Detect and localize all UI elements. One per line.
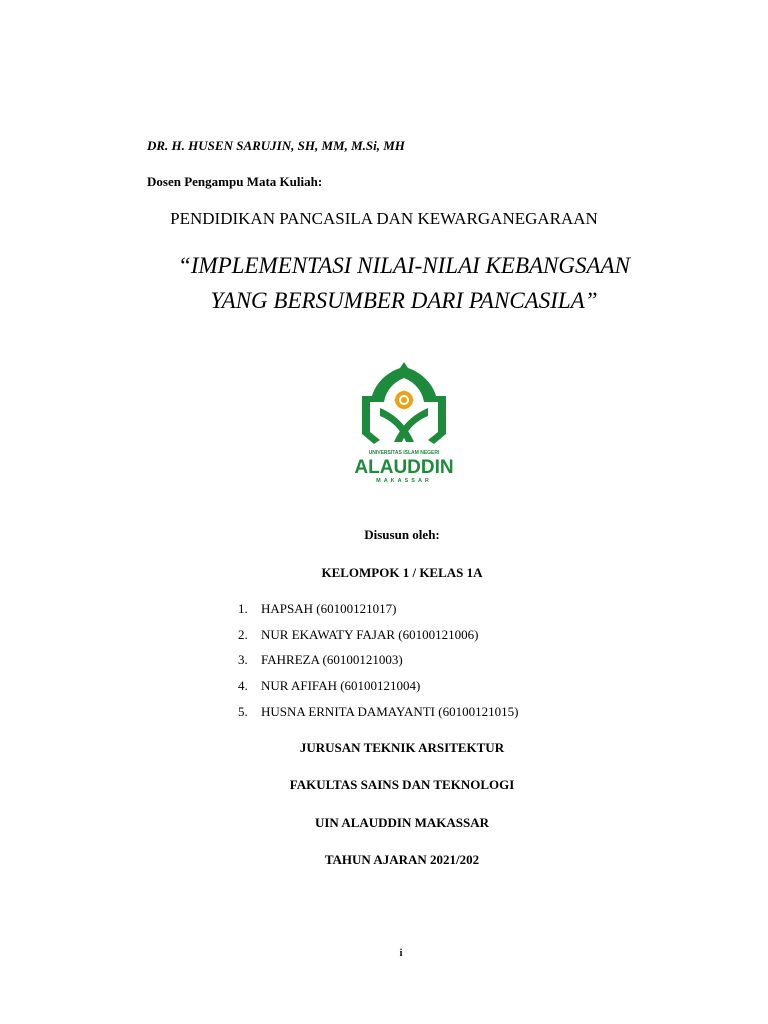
- faculty: FAKULTAS SAINS DAN TEKNOLOGI: [289, 777, 515, 792]
- lecturer-name: DR. H. HUSEN SARUJIN, SH, MM, M.Si, MH: [147, 138, 405, 153]
- lecturer-label: Dosen Pengampu Mata Kuliah:: [147, 174, 323, 189]
- logo-name: ALAUDDIN: [354, 457, 454, 478]
- list-item: 3. FAHREZA (60100121003): [238, 652, 403, 668]
- list-item: 4. NUR AFIFAH (60100121004): [238, 678, 421, 694]
- academic-year: TAHUN AJARAN 2021/202: [324, 852, 480, 867]
- logo-top-text: UNIVERSITAS ISLAM NEGERI: [368, 450, 440, 456]
- list-item: 5. HUSNA ERNITA DAMAYANTI (60100121015): [238, 703, 519, 719]
- title-line-2: YANG BERSUMBER DARI PANCASILA”: [210, 288, 598, 313]
- title-line-1: “IMPLEMENTASI NILAI-NILAI KEBANGSAAN: [178, 253, 630, 278]
- university-logo: [344, 362, 464, 486]
- alauddin-logo-icon: [344, 362, 464, 486]
- list-item: 1. HAPSAH (60100121017): [238, 601, 397, 616]
- course-name: PENDIDIKAN PANCASILA DAN KEWARGANEGARAAN: [170, 209, 598, 228]
- group-label: KELOMPOK 1 / KELAS 1A: [321, 565, 483, 580]
- university-name: UIN ALAUDDIN MAKASSAR: [314, 815, 490, 830]
- department: JURUSAN TEKNIK ARSITEKTUR: [299, 740, 505, 755]
- compiled-by-label: Disusun oleh:: [364, 527, 440, 542]
- page-number: i: [399, 948, 403, 959]
- logo-city: MAKASSAR: [376, 478, 432, 484]
- list-item: 2. NUR EKAWATY FAJAR (60100121006): [238, 626, 479, 642]
- member-list: [238, 601, 518, 729]
